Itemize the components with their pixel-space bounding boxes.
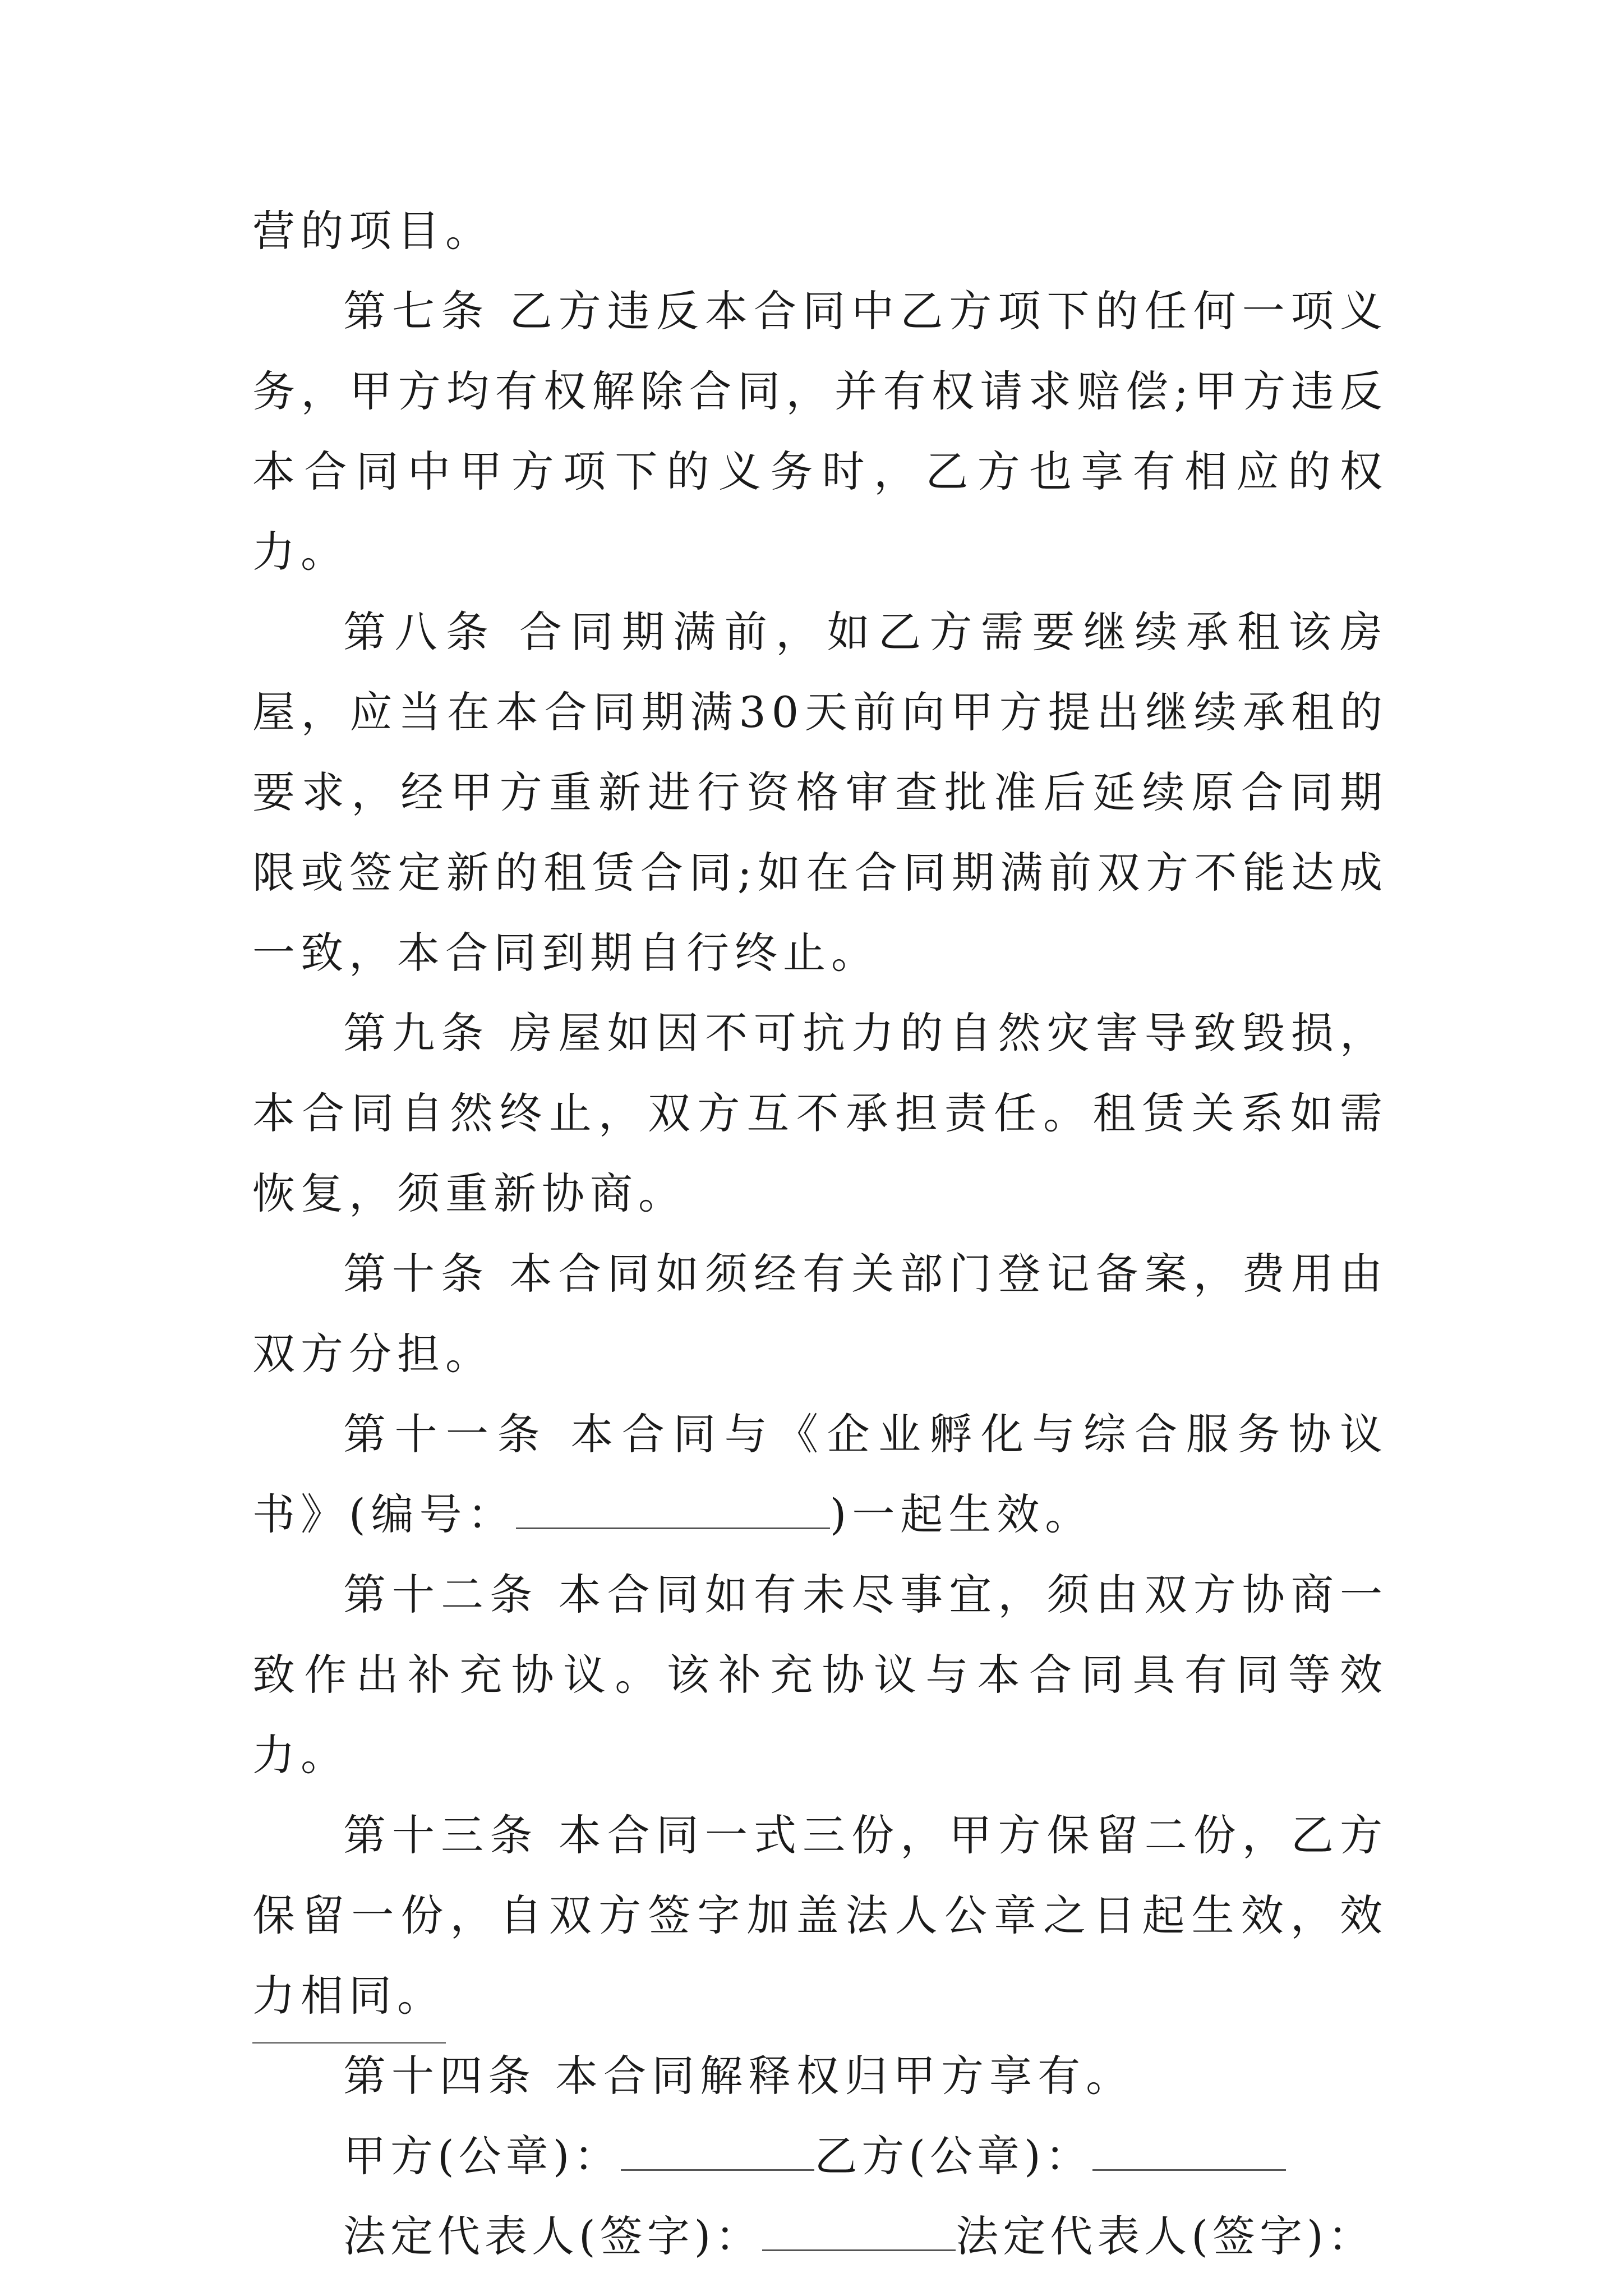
paragraph-continuation: 营的项目。 <box>252 206 494 256</box>
rep-a-label: 法定代表人(签字)： <box>343 2211 763 2261</box>
article-11-text-before: 第十一条 本合同与《企业孵化与综合服务协议书》(编号： <box>252 1409 1388 1539</box>
seal-line <box>252 2116 1388 2196</box>
article-11 <box>252 1394 1388 1554</box>
representative-line <box>252 2196 1388 2276</box>
article-11-text-after: )一起生效。 <box>829 1489 1094 1539</box>
article-12: 第十二条 本合同如有未尽事宜，须由双方协商一致作出补充协议。该补充协议与本合同具有同等效力。 <box>252 1570 1388 1780</box>
party-b-seal-blank <box>1092 2130 1286 2171</box>
article-14: 第十四条 本合同解释权归甲方享有。 <box>343 2051 1135 2101</box>
party-a-seal-blank <box>621 2130 814 2171</box>
contract-body <box>252 191 1388 2276</box>
article-9: 第九条 房屋如因不可抗力的自然灾害导致毁损，本合同自然终止，双方互不承担责任。租赁关系如需恢复，须重新协商。 <box>252 1008 1388 1218</box>
article-13: 第十三条 本合同一式三份，甲方保留二份，乙方保留一份，自双方签字加盖法人公章之日起生效，效力相同。 <box>252 1810 1388 2021</box>
article-7: 第七条 乙方违反本合同中乙方项下的任何一项义务，甲方均有权解除合同，并有权请求赔偿;甲方违反本合同中甲方项下的义务时，乙方也享有相应的权力。 <box>252 286 1388 577</box>
article-8: 第八条 合同期满前，如乙方需要继续承租该房屋，应当在本合同期满30天前向甲方提出继续承租的要求，经甲方重新进行资格审查批准后延续原合同期限或签定新的租赁合同;如在合同期满前双方不能达成一致，本合同到期自行终止。 <box>252 607 1388 978</box>
agreement-number-blank <box>516 1488 830 1529</box>
party-b-seal-label: 乙方(公章)： <box>814 2131 1092 2181</box>
party-a-seal-label: 甲方(公章)： <box>343 2131 621 2181</box>
article-10: 第十条 本合同如须经有关部门登记备案，费用由双方分担。 <box>252 1249 1388 1379</box>
rep-b-label: 法定代表人(签字)： <box>956 2211 1375 2261</box>
rep-b-signature-blank <box>252 2042 446 2044</box>
rep-a-blank <box>762 2210 956 2251</box>
